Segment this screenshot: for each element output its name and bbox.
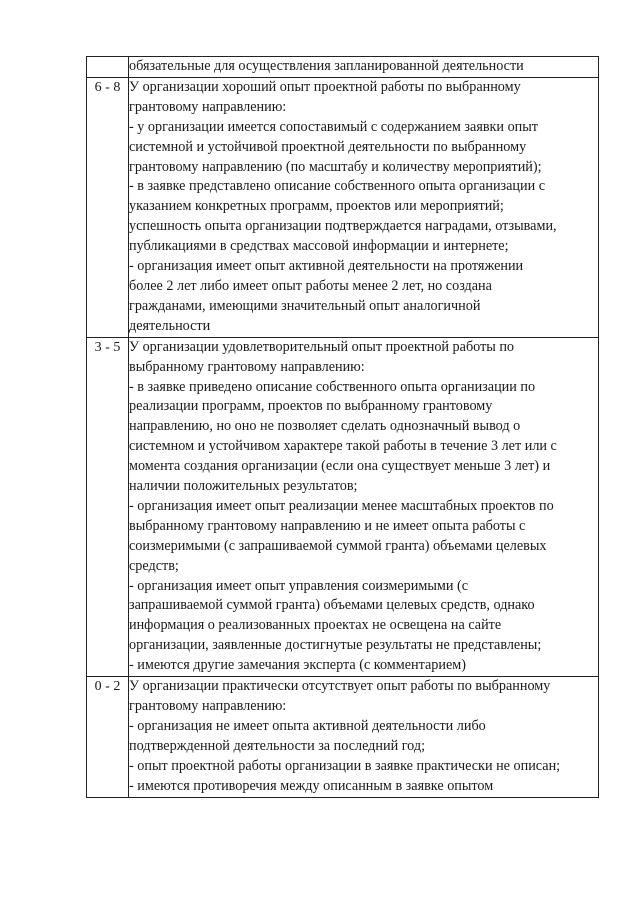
description-line: выбранному грантовому направлению и не имеет опыта работы с: [129, 517, 526, 534]
criteria-description-cell: [129, 337, 599, 676]
criteria-row: [87, 57, 599, 78]
description-line: публикациями в средствах массовой информации и интернете;: [129, 238, 509, 255]
description-line: - организация не имеет опыта активной деятельности либо: [129, 717, 486, 734]
description-line: - организация имеет опыт активной деятельности на протяжении: [129, 258, 524, 275]
criteria-row: [87, 77, 599, 337]
score-range-cell: [87, 57, 129, 78]
description-line: направлению, но оно не позволяет сделать однозначный вывод о: [129, 418, 521, 435]
criteria-description-cell: [129, 677, 599, 797]
description-line: грантовому направлению:: [129, 698, 287, 714]
description-line: - в заявке приведено описание собственного опыта организации по: [129, 378, 536, 395]
description-line: подтвержденной деятельности за последний год;: [129, 737, 426, 754]
description-line: указанием конкретных программ, проектов или мероприятий;: [129, 198, 504, 215]
criteria-row: [87, 677, 599, 797]
description-line: грантовому направлению:: [129, 98, 287, 115]
description-line: - опыт проектной работы организации в заявке практически не описан;: [129, 757, 561, 774]
description-line: У организации удовлетворительный опыт проектной работы по: [129, 338, 515, 355]
score-range-cell: 6 - 8: [87, 77, 129, 337]
criteria-row: [87, 337, 599, 676]
score-range-cell: 0 - 2: [87, 677, 129, 797]
description-line: грантовому направлению (по масштабу и количеству мероприятий);: [129, 158, 542, 175]
description-line: момента создания организации (если она существует меньше 3 лет) и: [129, 458, 551, 475]
description-line: успешность опыта организации подтверждается наградами, отзывами,: [129, 218, 557, 235]
criteria-table: [86, 56, 599, 798]
description-line: - в заявке представлено описание собственного опыта организации с: [129, 178, 546, 195]
score-range-cell: 3 - 5: [87, 337, 129, 676]
description-line: системном и устойчивом характере такой работы в течение 3 лет или с: [129, 438, 557, 455]
description-line: - организация имеет опыт реализации менее масштабных проектов по: [129, 497, 554, 514]
criteria-description-cell: [129, 77, 599, 337]
description-line: запрашиваемой суммой гранта) объемами целевых средств, однако: [129, 597, 535, 614]
description-line: - организация имеет опыт управления соизмеримыми (с: [129, 577, 469, 594]
description-line: наличии положительных результатов;: [129, 478, 358, 495]
description-line: более 2 лет либо имеет опыт работы менее 2 лет, но создана: [129, 277, 492, 294]
description-line: деятельности: [129, 317, 211, 334]
description-line: обязательные для осуществления запланированной деятельности: [129, 58, 524, 74]
description-line: информация о реализованных проектах не освещена на сайте: [129, 617, 502, 634]
description-line: - имеются другие замечания эксперта (с комментарием): [129, 657, 466, 674]
criteria-description-cell: [129, 57, 599, 78]
description-line: гражданами, имеющими значительный опыт аналогичной: [129, 297, 481, 314]
description-line: соизмеримыми (с запрашиваемой суммой гранта) объемами целевых: [129, 537, 547, 554]
description-line: системной и устойчивой проектной деятельности по выбранному: [129, 138, 527, 155]
description-line: - имеются противоречия между описанным в заявке опытом: [129, 777, 494, 794]
description-line: организации, заявленные достигнутые результаты не представлены;: [129, 637, 542, 654]
description-line: выбранному грантовому направлению:: [129, 358, 365, 375]
criteria-table-body: [87, 57, 599, 798]
description-line: У организации хороший опыт проектной работы по выбранному: [129, 78, 521, 95]
description-line: средств;: [129, 557, 179, 574]
description-line: реализации программ, проектов по выбранному грантовому: [129, 398, 493, 415]
description-line: У организации практически отсутствует опыт работы по выбранному: [129, 678, 551, 695]
description-line: - у организации имеется сопоставимый с содержанием заявки опыт: [129, 118, 538, 135]
